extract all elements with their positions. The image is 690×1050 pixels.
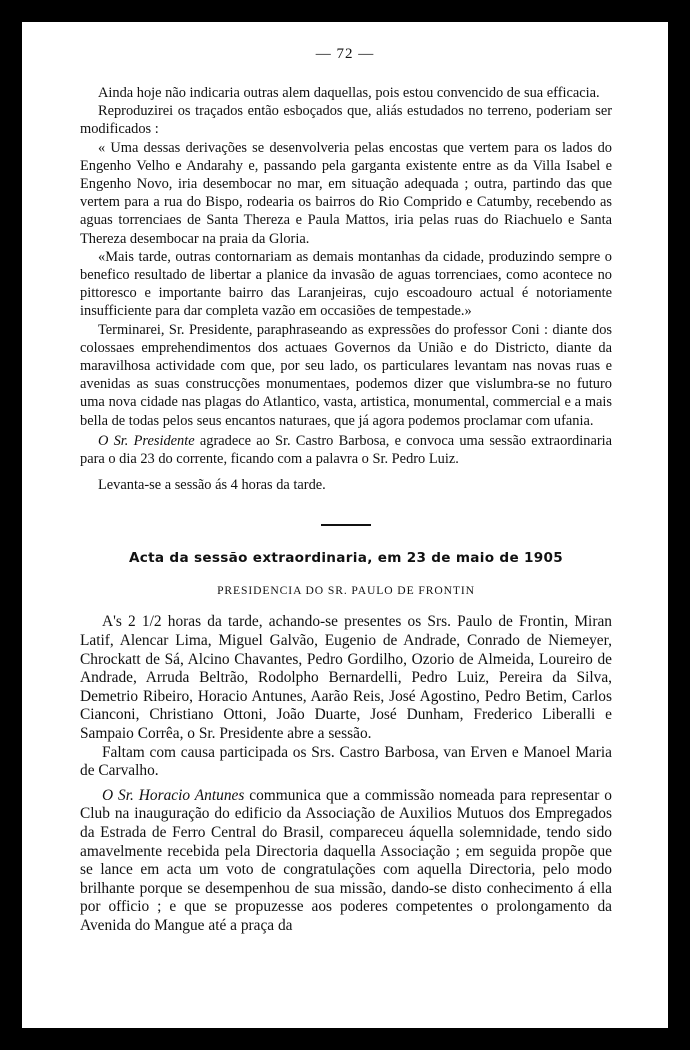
section-divider [321, 524, 371, 526]
paragraph-quote-mountains: «Mais tarde, outras contornariam as demais montanhas da cidade, produzindo sempre o benefico resultado de libertar a planice da invasão de aguas torrenciaes, como acontece no pittoresco e importante bairro das Laranjeiras, cujo escoadouro actual é notoriamente insufficiente para dar completa vazão em occasiões de tempestade.» [80, 248, 612, 320]
paragraph-absent: Faltam com causa participada os Srs. Castro Barbosa, van Erven e Manoel Maria de Carvalho. [80, 743, 612, 780]
minutes-title: Acta da sessão extraordinaria, em 23 de maio de 1905 [128, 550, 564, 567]
paragraph-president-thanks [80, 432, 612, 468]
paragraph-quote-derivations: « Uma dessas derivações se desenvolveria pelas encostas que vertem para os lados do Engenho Velho e Andarahy e, passando pela garganta existente entre as da Villa Isabel e Engenho Novo, iria desembocar no mar, em situação adequada ; outra, partindo das que vertem para a rua do Bispo, rodearia os bairros do Rio Comprido e Catumby, recebendo as aguas torrenciaes de Santa Thereza e Paula Mattos, iria pelas ruas do Riachuelo e Santa Thereza desembocar na praia da Gloria. [80, 139, 612, 247]
paragraph-communication [80, 787, 612, 936]
paragraph-traced-routes: Reproduzirei os traçados então esboçados que, aliás estudados no terreno, poderiam ser modificados : [80, 103, 612, 138]
paragraph-adjournment: Levanta-se a sessão ás 4 horas da tarde. [98, 477, 326, 494]
minutes-body [80, 613, 612, 935]
communication-text: communica que a commissão nomeada para representar o Club na inauguração do edificio da Associação de Auxilios Mutuos dos Empregados da Estrada de Ferro Central do Brasil, compareceu áquella solemnidade, tendo sido amavelmente recebida pela Directoria daquella Associação ; em seguida propõe que se lance em acta um voto de congratulações com aquella Directoria, pelo modo brilhante porque se desempenhou de sua missão, dando-se disto conhecimento á ella por officio ; e que se propuzesse aos poderes competentes o prolongamento da Avenida do Mangue até a praça da [80, 786, 612, 934]
paragraph-conclusion: Terminarei, Sr. Presidente, paraphraseando as expressões do professor Coni : diante dos colossaes emprehendimentos dos actuaes Governos da União e do Districto, diante da maravilhosa actividade com que, por seu lado, os particulares levantam nas novas ruas e avenidas as suas construcções monumentaes, podemos dizer que vislumbra-se no futuro uma nova cidade nas plagas do Atlantico, vasta, artistica, monumental, commercial e a mais bella de todas pelos seus encantos naturaes, que já agora podemos proclamar com ufania. [80, 321, 612, 429]
speaker-name: O Sr. Presidente [98, 432, 195, 449]
president-thanks-text: agradece ao Sr. Castro Barbosa, e convoca uma sessão extraordinaria para o dia 23 do corrente, ficando com a palavra o Sr. Pedro Luiz. [80, 432, 613, 468]
page-number: — 72 — [315, 46, 375, 62]
paragraph-attendance: A's 2 1/2 horas da tarde, achando-se presentes os Srs. Paulo de Frontin, Miran Latif, Alencar Lima, Miguel Galvão, Eugenio de Andrade, Conrado de Niemeyer, Chrockatt de Sá, Alcino Chavantes, Pedro Gordilho, Ozorio de Almeida, Loureiro de Andrade, Arruda Beltrão, Rodolpho Bernardelli, Pedro Luiz, Pereira da Silva, Demetrio Ribeiro, Horacio Antunes, Aarão Reis, José Agostino, Pedro Betim, Carlos Cianconi, Christiano Ottoni, João Duarte, José Dunham, Frederico Liberalli e Sampaio Corrêa, o Sr. Presidente abre a sessão. [80, 613, 612, 743]
page-content [80, 84, 612, 936]
paragraph-efficacy: Ainda hoje não indicaria outras alem daquellas, pois estou convencido de sua efficacia. [98, 85, 600, 101]
document-page [22, 22, 668, 1028]
presidency-line: PRESIDENCIA DO SR. PAULO DE FRONTIN [217, 584, 475, 598]
communication-speaker: O Sr. Horacio Antunes [102, 786, 245, 804]
